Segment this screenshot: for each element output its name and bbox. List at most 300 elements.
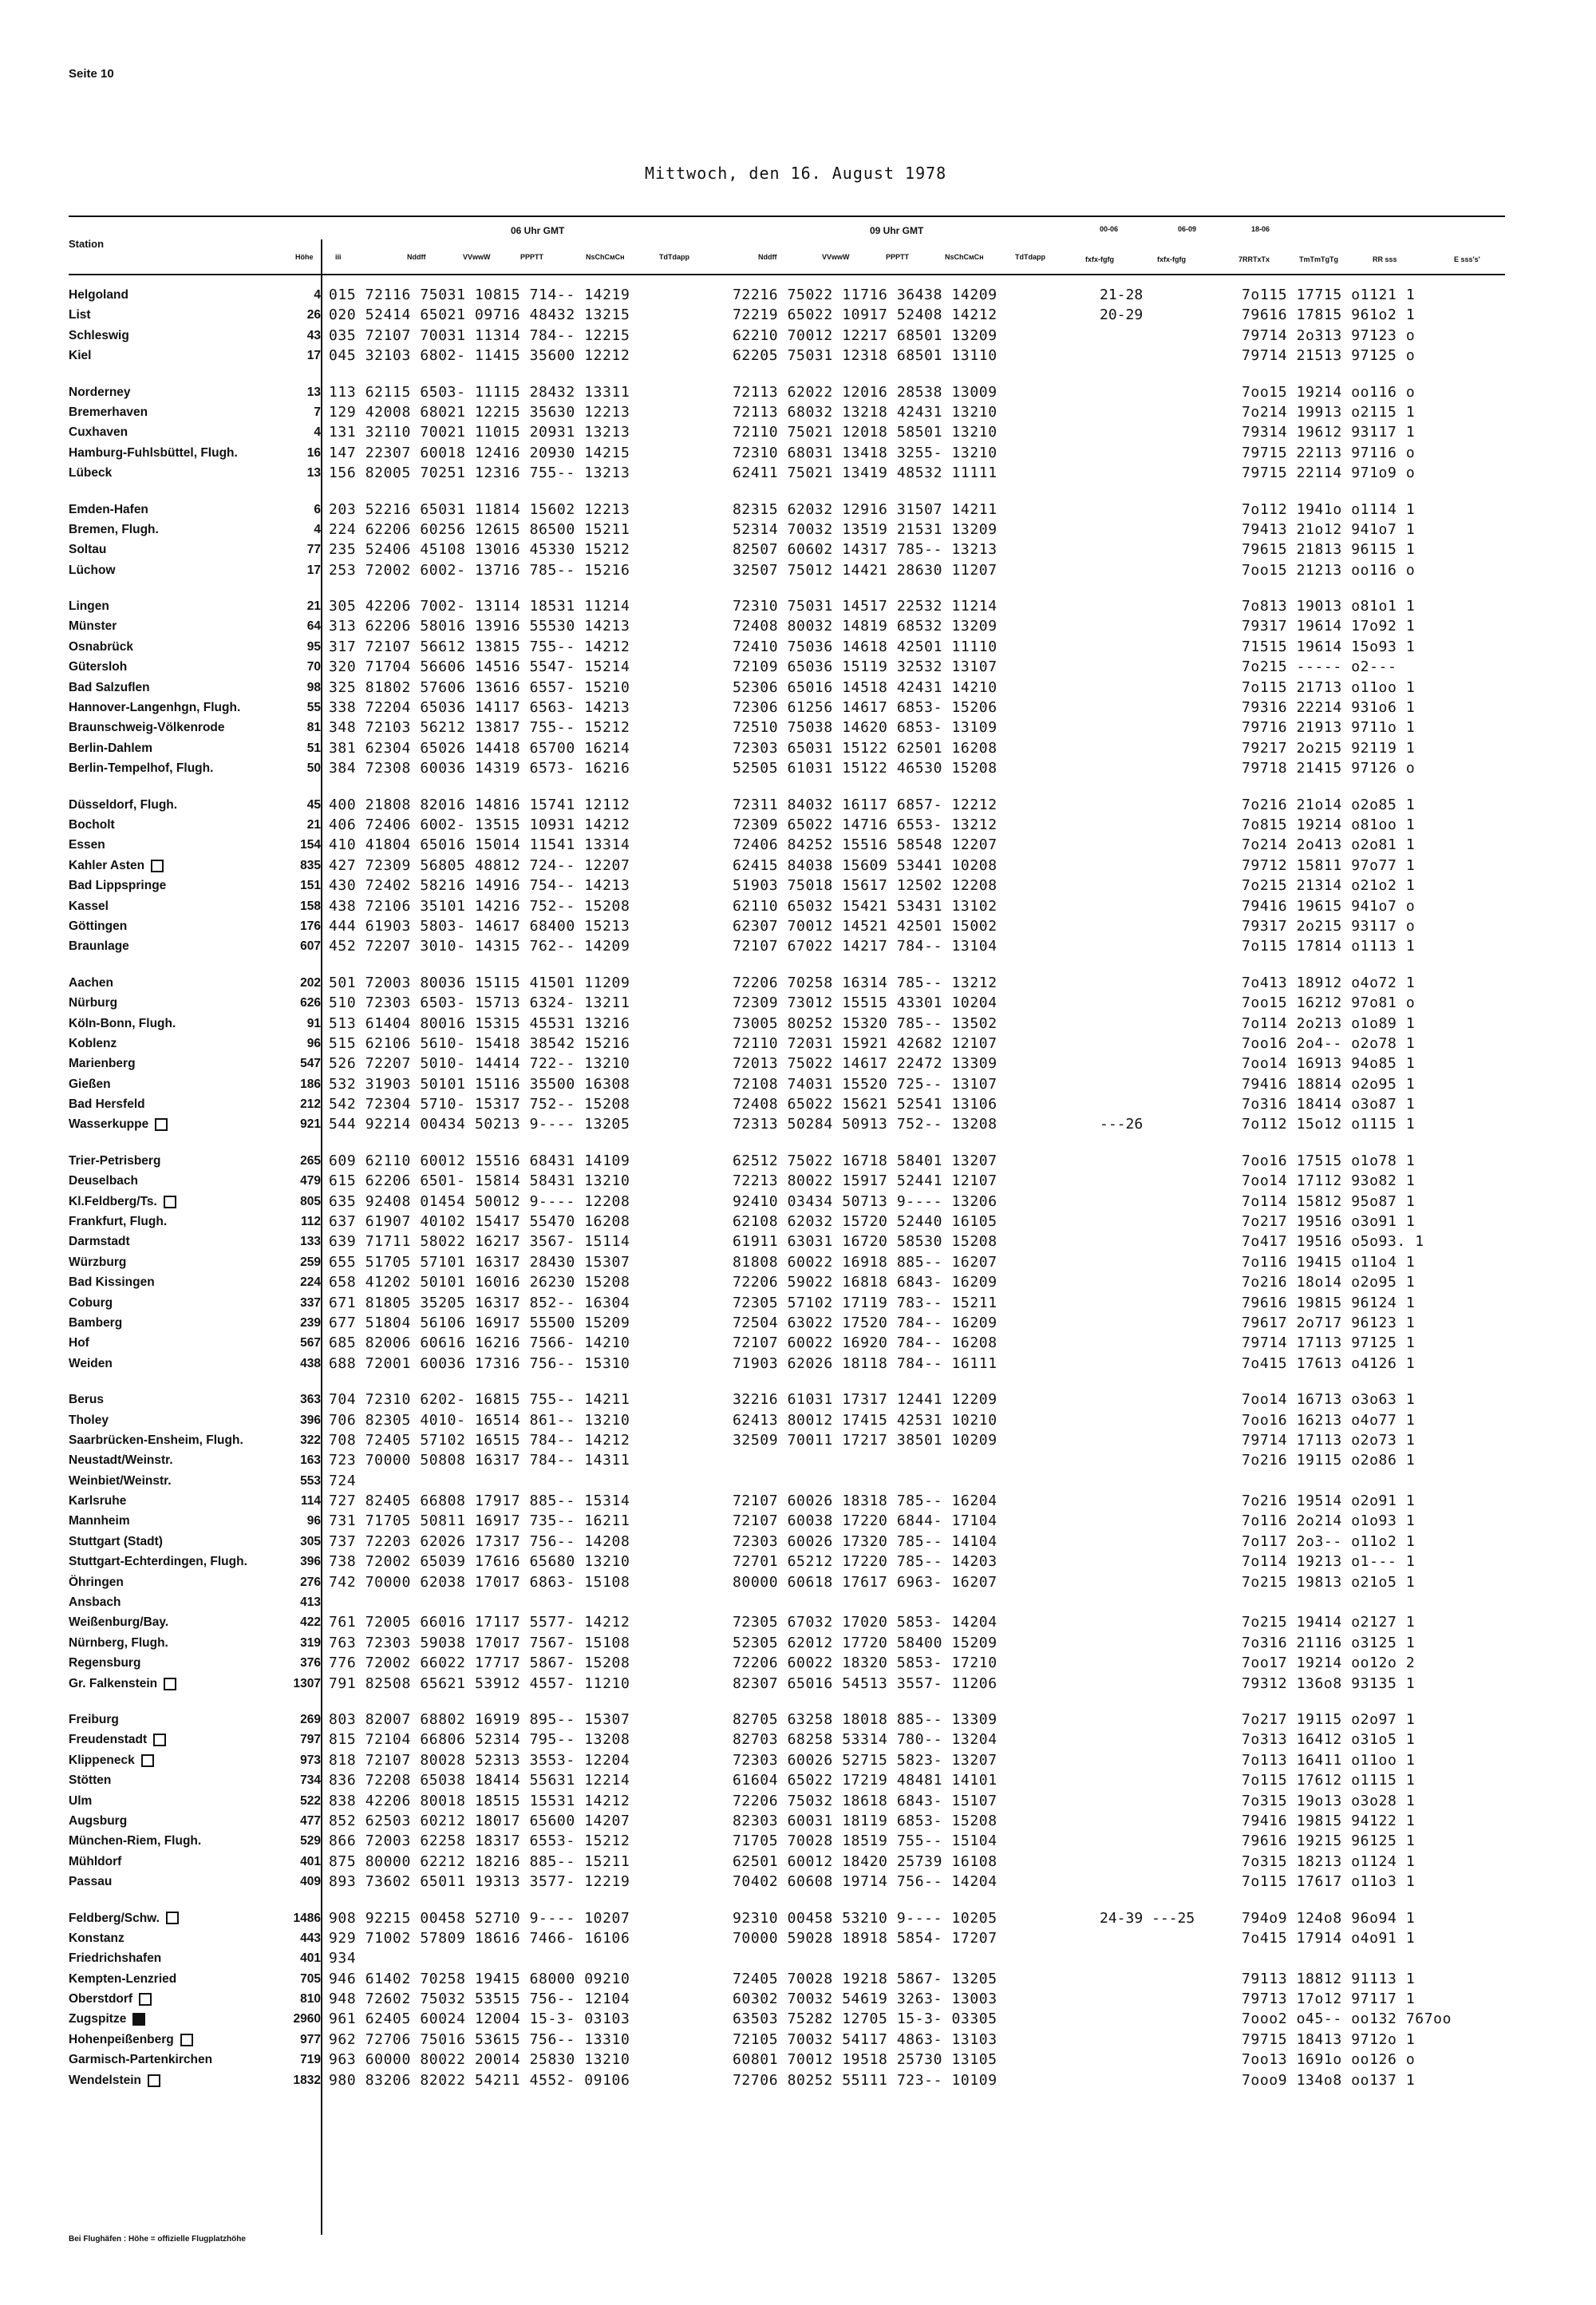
- table-row-r: [1242, 1928, 1505, 1948]
- cell-r: 7o115 17617 o11o3 1: [1242, 1873, 1416, 1891]
- cell-h: 55: [306, 701, 321, 715]
- table-row-h: [271, 422, 321, 442]
- header-ff2: fxfx-fgfg: [1157, 255, 1186, 263]
- cell-r: 7o215 19414 o2127 1: [1242, 1614, 1416, 1631]
- cell-x: ---26: [1100, 1116, 1144, 1133]
- cell-s: Neustadt/Weinstr.: [69, 1453, 173, 1468]
- cell-r: 7ooo2 o45-- oo132 767oo: [1242, 2010, 1452, 2028]
- table-row-a: [329, 718, 744, 737]
- cell-a: 763 72303 59038 17017 7567- 15108: [329, 1634, 630, 1651]
- table-row-b: [733, 382, 1076, 402]
- header-rrsss: RR sss: [1373, 255, 1397, 263]
- cell-h: 422: [300, 1615, 321, 1630]
- cell-s: Lingen: [69, 599, 109, 614]
- table-row-h: [271, 540, 321, 559]
- table-row-x: [1100, 285, 1227, 305]
- table-row-r: [1242, 1390, 1505, 1409]
- cell-s: Berlin-Dahlem: [69, 741, 153, 755]
- cell-b: 52505 61031 15122 46530 15208: [733, 760, 998, 777]
- table-row-x: [1100, 1054, 1227, 1073]
- cell-h: 396: [300, 1555, 321, 1569]
- table-row-x: [1100, 2030, 1227, 2050]
- cell-h: 705: [300, 1971, 321, 1986]
- cell-h: 396: [300, 1413, 321, 1427]
- cell-h: 17: [306, 349, 321, 363]
- table-row-h: [271, 1471, 321, 1491]
- cell-b: 72107 60022 16920 784-- 16208: [733, 1334, 998, 1352]
- table-row-a: [329, 305, 744, 325]
- table-row-x: [1100, 305, 1227, 325]
- table-row-h: [271, 1572, 321, 1592]
- table-row-r: [1242, 758, 1505, 778]
- cell-h: 133: [300, 1235, 321, 1249]
- table-row-x: [1100, 1171, 1227, 1191]
- cell-r: 7o216 19115 o2o86 1: [1242, 1452, 1416, 1469]
- table-row-a: [329, 285, 744, 305]
- cell-b: 72311 84032 16117 6857- 12212: [733, 796, 998, 813]
- table-row-h: [271, 1730, 321, 1750]
- table-row-x: [1100, 1928, 1227, 1948]
- cell-b: 72313 50284 50913 752-- 13208: [733, 1116, 998, 1133]
- cell-r: 7o114 2o213 o1o89 1: [1242, 1014, 1416, 1032]
- table-row-a: [329, 1511, 744, 1531]
- cell-r: 79714 2o313 97123 o: [1242, 326, 1416, 344]
- table-row-r: [1242, 1791, 1505, 1811]
- cell-h: 151: [300, 879, 321, 893]
- table-row-h: [271, 973, 321, 993]
- cell-r: 79714 21513 97125 o: [1242, 347, 1416, 365]
- cell-h: 13: [306, 466, 321, 480]
- header-tdtdapp: TdTdapp: [659, 253, 689, 261]
- cell-s: Lübeck: [69, 466, 113, 480]
- table-row-b: [733, 1390, 1076, 1409]
- cell-s: Münster: [69, 619, 117, 634]
- table-row-a: [329, 1612, 744, 1632]
- section-gap: [1100, 1694, 1227, 1710]
- cell-r: 7o115 17612 o1115 1: [1242, 1772, 1416, 1789]
- section-gap: [1242, 957, 1505, 973]
- cell-r: 7o316 21116 o3125 1: [1242, 1634, 1416, 1651]
- table-row-h: [271, 1852, 321, 1872]
- table-row-r: [1242, 463, 1505, 483]
- table-row-x: [1100, 2009, 1227, 2029]
- cell-s: Braunlage: [69, 939, 129, 954]
- table-row-a: [329, 1633, 744, 1653]
- table-row-x: [1100, 596, 1227, 616]
- table-row-x: [1100, 1653, 1227, 1673]
- table-row-r: [1242, 2050, 1505, 2070]
- table-row-a: [329, 1390, 744, 1409]
- table-row-a: [329, 1054, 744, 1073]
- table-row-h: [271, 916, 321, 936]
- section-gap: [1100, 957, 1227, 973]
- cell-a: 738 72002 65039 17616 65680 13210: [329, 1553, 630, 1571]
- cell-h: 158: [300, 899, 321, 913]
- table-row-r: [1242, 1450, 1505, 1470]
- cell-s: Wendelstein: [69, 2073, 142, 2087]
- table-row-r: [1242, 1272, 1505, 1292]
- section-gap: [1100, 366, 1227, 382]
- cell-a: 526 72207 5010- 14414 722-- 13210: [329, 1055, 630, 1073]
- cell-b: 92410 03434 50713 9---- 13206: [733, 1192, 998, 1210]
- table-row-h: [271, 1074, 321, 1094]
- table-row-b: [733, 815, 1076, 835]
- header-nddff-09: Nddff: [758, 253, 777, 261]
- cell-r: 7o216 19514 o2o91 1: [1242, 1493, 1416, 1510]
- table-row-h: [271, 1410, 321, 1430]
- table-row-x: [1100, 1430, 1227, 1450]
- cell-s: Bocholt: [69, 817, 115, 832]
- cell-r: 7oo15 21213 oo116 o: [1242, 561, 1416, 579]
- cell-b: 72406 84252 15516 58548 12207: [733, 836, 998, 854]
- table-row-b: [733, 1171, 1076, 1191]
- cell-s: Hannover-Langenhgn, Flugh.: [69, 701, 241, 715]
- cell-r: 79616 19815 96124 1: [1242, 1294, 1416, 1311]
- table-row-x: [1100, 1293, 1227, 1313]
- cell-a: 791 82508 65621 53912 4557- 11210: [329, 1674, 630, 1692]
- cell-a: 727 82405 66808 17917 885-- 15314: [329, 1493, 630, 1510]
- table-row-r: [1242, 698, 1505, 718]
- table-row-h: [271, 1750, 321, 1770]
- table-row-b: [733, 1969, 1076, 1989]
- table-row-h: [271, 1114, 321, 1134]
- table-row-r: [1242, 936, 1505, 956]
- table-row-a: [329, 1710, 744, 1730]
- cell-b: 62110 65032 15421 53431 13102: [733, 897, 998, 915]
- cell-h: 376: [300, 1656, 321, 1670]
- table-row-a: [329, 1232, 744, 1251]
- table-row-h: [271, 1034, 321, 1054]
- table-row-a: [329, 698, 744, 718]
- cell-r: 7o415 17613 o4126 1: [1242, 1354, 1416, 1372]
- table-row-r: [1242, 1313, 1505, 1333]
- cell-r: 71515 19614 15o93 1: [1242, 638, 1416, 655]
- section-gap: [271, 957, 321, 973]
- table-row-x: [1100, 500, 1227, 520]
- cell-b: 72110 72031 15921 42682 12107: [733, 1034, 998, 1052]
- table-row-a: [329, 2030, 744, 2050]
- table-row-x: [1100, 443, 1227, 463]
- table-row-x: [1100, 1390, 1227, 1409]
- cell-a: 510 72303 6503- 15713 6324- 13211: [329, 994, 630, 1012]
- cell-b: 71903 62026 18118 784-- 16111: [733, 1354, 998, 1372]
- cell-h: 259: [300, 1255, 321, 1269]
- table-row-h: [271, 1532, 321, 1552]
- table-row-x: [1100, 1252, 1227, 1272]
- section-gap: [1100, 580, 1227, 596]
- table-row-a: [329, 1750, 744, 1770]
- table-row-r: [1242, 1151, 1505, 1171]
- cell-s: Koblenz: [69, 1036, 117, 1050]
- cell-s: Schleswig: [69, 328, 129, 342]
- section-gap: [733, 366, 1076, 382]
- table-row-r: [1242, 1192, 1505, 1212]
- cell-b: 70000 59028 18918 5854- 17207: [733, 1929, 998, 1947]
- cell-h: 202: [300, 975, 321, 990]
- cell-h: 64: [306, 619, 321, 634]
- table-row-h: [271, 1333, 321, 1353]
- table-row-x: [1100, 856, 1227, 876]
- table-row-b: [733, 1151, 1076, 1171]
- cell-s: Augsburg: [69, 1813, 128, 1828]
- obs-09-column: [733, 285, 1076, 2090]
- cell-b: 52305 62012 17720 58400 15209: [733, 1634, 998, 1651]
- table-row-a: [329, 1811, 744, 1831]
- cell-s: Würzburg: [69, 1255, 127, 1269]
- cell-b: 82307 65016 54513 3557- 11206: [733, 1674, 998, 1692]
- cell-b: 72305 67032 17020 5853- 14204: [733, 1614, 998, 1631]
- table-row-h: [271, 936, 321, 956]
- table-row-h: [271, 1791, 321, 1811]
- cell-r: 79317 19614 17o92 1: [1242, 618, 1416, 635]
- table-row-a: [329, 1852, 744, 1872]
- section-gap: [1100, 484, 1227, 500]
- table-row-a: [329, 1491, 744, 1511]
- table-row-x: [1100, 1192, 1227, 1212]
- cell-a: 677 51804 56106 16917 55500 15209: [329, 1314, 630, 1331]
- table-row-r: [1242, 1948, 1505, 1968]
- table-row-r: [1242, 520, 1505, 540]
- cell-s: Berlin-Tempelhof, Flugh.: [69, 761, 214, 776]
- cell-h: 607: [300, 939, 321, 954]
- table-row-b: [733, 1232, 1076, 1251]
- table-row-a: [329, 678, 744, 698]
- section-gap: [1100, 1374, 1227, 1390]
- cell-b: 72206 59022 16818 6843- 16209: [733, 1274, 998, 1291]
- table-row-r: [1242, 1232, 1505, 1251]
- cell-r: 7o316 18414 o3o87 1: [1242, 1096, 1416, 1113]
- table-row-a: [329, 1212, 744, 1232]
- table-row-a: [329, 422, 744, 442]
- cell-h: 51: [306, 741, 321, 755]
- header-00-06: 00-06: [1100, 225, 1119, 233]
- cell-r: 7o217 19115 o2o97 1: [1242, 1711, 1416, 1728]
- cell-a: 836 72208 65038 18414 55631 12214: [329, 1772, 630, 1789]
- cell-a: 020 52414 65021 09716 48432 13215: [329, 306, 630, 324]
- table-row-b: [733, 1192, 1076, 1212]
- cell-a: 515 62106 5610- 15418 38542 15216: [329, 1034, 630, 1052]
- table-row-h: [271, 560, 321, 580]
- cell-b: 72504 63022 17520 784-- 16209: [733, 1314, 998, 1331]
- table-row-a: [329, 1450, 744, 1470]
- section-gap: [733, 580, 1076, 596]
- cell-h: 212: [300, 1097, 321, 1112]
- table-row-b: [733, 916, 1076, 936]
- table-row-b: [733, 2009, 1076, 2029]
- cell-b: 62501 60012 18420 25739 16108: [733, 1852, 998, 1870]
- table-row-h: [271, 2030, 321, 2050]
- cell-h: 477: [300, 1813, 321, 1828]
- table-row-h: [271, 520, 321, 540]
- cell-r: 7oo13 1691o oo126 o: [1242, 2051, 1416, 2069]
- table-row-x: [1100, 758, 1227, 778]
- table-row-x: [1100, 637, 1227, 657]
- cell-r: 79714 17113 o2o73 1: [1242, 1431, 1416, 1449]
- table-row-r: [1242, 1572, 1505, 1592]
- table-row-x: [1100, 540, 1227, 559]
- table-row-h: [271, 1151, 321, 1171]
- cell-r: 79616 17815 961o2 1: [1242, 306, 1416, 324]
- table-row-b: [733, 637, 1076, 657]
- cell-a: 156 82005 70251 12316 755-- 13213: [329, 465, 630, 482]
- section-gap: [1100, 1892, 1227, 1908]
- cell-s: Norderney: [69, 385, 131, 399]
- cell-s: Feldberg/Schw.: [69, 1911, 160, 1925]
- cell-r: 7oo14 16913 94o85 1: [1242, 1055, 1416, 1073]
- table-row-h: [271, 815, 321, 835]
- cell-r: 79712 15811 97o77 1: [1242, 856, 1416, 874]
- cell-h: 409: [300, 1875, 321, 1889]
- table-row-r: [1242, 1212, 1505, 1232]
- cell-a: 501 72003 80036 15115 41501 11209: [329, 974, 630, 991]
- cell-s: Bamberg: [69, 1315, 123, 1330]
- table-row-a: [329, 1313, 744, 1333]
- cell-h: 835: [300, 858, 321, 872]
- cell-b: 82705 63258 18018 885-- 13309: [733, 1711, 998, 1728]
- cell-b: 72206 75032 18618 6843- 15107: [733, 1792, 998, 1809]
- cell-a: 803 82007 68802 16919 895-- 15307: [329, 1711, 630, 1728]
- cell-r: 7oo15 16212 97o81 o: [1242, 994, 1416, 1012]
- table-row-a: [329, 1770, 744, 1790]
- table-row-r: [1242, 1034, 1505, 1054]
- cell-b: 72310 75031 14517 22532 11214: [733, 598, 998, 615]
- cell-h: 81: [306, 721, 321, 735]
- cell-s: Emden-Hafen: [69, 502, 148, 516]
- table-row-b: [733, 1074, 1076, 1094]
- table-row-r: [1242, 1908, 1505, 1928]
- table-row-x: [1100, 657, 1227, 677]
- table-row-x: [1100, 678, 1227, 698]
- table-row-a: [329, 1653, 744, 1673]
- header-vvwww: VVwwW: [463, 253, 491, 261]
- table-row-b: [733, 876, 1076, 896]
- cell-b: 51903 75018 15617 12502 12208: [733, 877, 998, 895]
- cell-s: Mannheim: [69, 1514, 130, 1528]
- cell-r: 7o116 19415 o11o4 1: [1242, 1253, 1416, 1271]
- cell-h: 319: [300, 1635, 321, 1650]
- section-gap: [1242, 580, 1505, 596]
- table-row-b: [733, 1410, 1076, 1430]
- cell-h: 7: [314, 405, 321, 419]
- cell-b: 72408 65022 15621 52541 13106: [733, 1096, 998, 1113]
- cell-r: 7o315 19o13 o3o28 1: [1242, 1792, 1416, 1809]
- cell-b: 72706 80252 55111 723-- 10109: [733, 2071, 998, 2089]
- table-row-h: [271, 1928, 321, 1948]
- table-row-x: [1100, 422, 1227, 442]
- table-row-a: [329, 1014, 744, 1034]
- table-row-r: [1242, 2070, 1505, 2090]
- table-row-b: [733, 1430, 1076, 1450]
- table-row-b: [733, 285, 1076, 305]
- table-row-r: [1242, 1471, 1505, 1491]
- cell-s: Ulm: [69, 1793, 93, 1808]
- table-row-x: [1100, 835, 1227, 855]
- table-row-x: [1100, 1471, 1227, 1491]
- cell-r: 79413 21o12 941o7 1: [1242, 520, 1416, 538]
- cell-r: 7oo16 2o4-- o2o78 1: [1242, 1034, 1416, 1052]
- table-row-x: [1100, 2070, 1227, 2090]
- cell-s: Osnabrück: [69, 639, 133, 654]
- table-row-x: [1100, 402, 1227, 422]
- cell-r: 7o413 18912 o4o72 1: [1242, 974, 1416, 991]
- cell-a: 045 32103 6802- 11415 35600 12212: [329, 347, 630, 365]
- cell-s: Freudenstadt: [69, 1733, 148, 1747]
- table-row-h: [271, 1770, 321, 1790]
- cell-s: Gr. Falkenstein: [69, 1676, 158, 1690]
- table-row-b: [733, 1831, 1076, 1851]
- section-gap: [733, 1694, 1076, 1710]
- cell-s: München-Riem, Flugh.: [69, 1834, 202, 1848]
- table-row-x: [1100, 1791, 1227, 1811]
- table-row-h: [271, 718, 321, 737]
- cell-s: Karlsruhe: [69, 1494, 127, 1508]
- table-row-a: [329, 1114, 744, 1134]
- table-row-h: [271, 657, 321, 677]
- table-row-a: [329, 1552, 744, 1572]
- table-row-h: [271, 1171, 321, 1191]
- table-row-x: [1100, 1750, 1227, 1770]
- cell-r: 7o115 17814 o1113 1: [1242, 938, 1416, 955]
- table-row-r: [1242, 1293, 1505, 1313]
- table-row-a: [329, 1272, 744, 1292]
- cell-h: 70: [306, 660, 321, 674]
- table-row-b: [733, 596, 1076, 616]
- cell-b: 32509 70011 17217 38501 10209: [733, 1431, 998, 1449]
- table-row-h: [271, 1511, 321, 1531]
- table-row-h: [271, 1831, 321, 1851]
- table-row-x: [1100, 382, 1227, 402]
- cell-r: 7o115 21713 o11oo 1: [1242, 678, 1416, 696]
- cell-a: 542 72304 5710- 15317 752-- 15208: [329, 1096, 630, 1113]
- table-row-x: [1100, 993, 1227, 1013]
- cell-s: Deuselbach: [69, 1174, 139, 1188]
- section-gap: [1242, 1892, 1505, 1908]
- cell-h: 98: [306, 680, 321, 694]
- cell-s: Hamburg-Fuhlsbüttel, Flugh.: [69, 445, 238, 460]
- cell-a: 934: [329, 1950, 357, 1967]
- table-row-r: [1242, 1532, 1505, 1552]
- cell-b: 72408 80032 14819 68532 13209: [733, 618, 998, 635]
- cell-a: 015 72116 75031 10815 714-- 14219: [329, 287, 630, 303]
- cell-h: 805: [300, 1194, 321, 1208]
- cell-s: Kempten-Lenzried: [69, 1971, 177, 1986]
- cell-b: 72701 65212 17220 785-- 14203: [733, 1553, 998, 1571]
- cell-r: 79615 21813 96115 1: [1242, 541, 1416, 559]
- table-row-x: [1100, 1450, 1227, 1470]
- table-row-r: [1242, 1511, 1505, 1531]
- table-row-x: [1100, 326, 1227, 346]
- table-row-r: [1242, 1653, 1505, 1673]
- table-row-h: [271, 1633, 321, 1653]
- cell-r: 7oo16 17515 o1o78 1: [1242, 1152, 1416, 1169]
- cell-h: 26: [306, 308, 321, 322]
- cell-a: 384 72308 60036 14319 6573- 16216: [329, 760, 630, 777]
- table-row-r: [1242, 540, 1505, 559]
- cell-b: 72410 75036 14618 42501 11110: [733, 638, 998, 655]
- cell-r: 7o116 2o214 o1o93 1: [1242, 1512, 1416, 1530]
- table-row-h: [271, 758, 321, 778]
- obs-06-column: [329, 285, 744, 2090]
- cell-a: 113 62115 6503- 11115 28432 13311: [329, 383, 630, 401]
- cell-r: 7o417 19516 o5o93. 1: [1242, 1233, 1424, 1251]
- table-row-a: [329, 1410, 744, 1430]
- section-gap: [1242, 1135, 1505, 1151]
- table-row-a: [329, 1034, 744, 1054]
- cell-s: Freiburg: [69, 1713, 119, 1726]
- cell-r: 7oo15 19214 oo116 o: [1242, 383, 1416, 401]
- table-row-a: [329, 1908, 744, 1928]
- cell-a: 637 61907 40102 15417 55470 16208: [329, 1213, 630, 1231]
